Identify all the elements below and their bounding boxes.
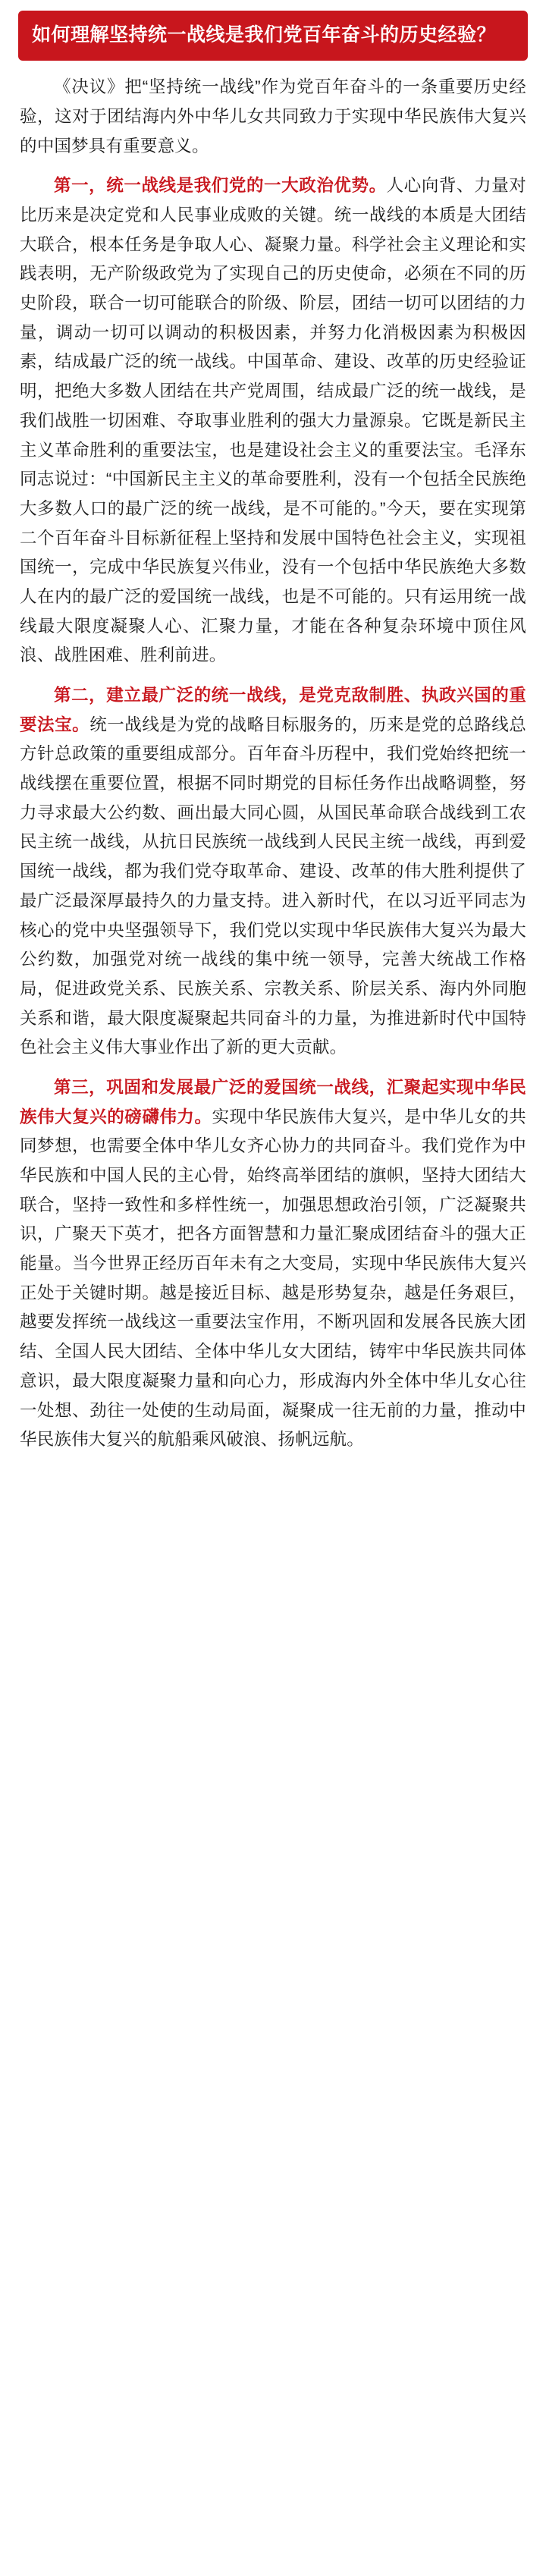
paragraph-point-three	[20, 1073, 526, 1455]
paragraph-point-one	[20, 171, 526, 671]
article-body	[0, 61, 546, 1485]
page-title: 如何理解坚持统一战线是我们党百年奋斗的历史经验？	[32, 24, 497, 46]
paragraph-text: 实现中华民族伟大复兴，是中华儿女的共同梦想，也需要全体中华儿女齐心协力的共同奋斗。我们党作为中华民族和中国人民的主心骨，始终高举团结的旗帜，坚持大团结大联合，坚持一致性和多样性统一，加强思想政治引领，广泛凝聚共识，广聚天下英才，把各方面智慧和力量汇聚成团结奋斗的强大正能量。当今世界正经历百年未有之大变局，实现中华民族伟大复兴正处于关键时期。越是接近目标、越是形势复杂，越是任务艰巨，越要发挥统一战线这一重要法宝作用，不断巩固和发展各民族大团结、全国人民大团结、全体中华儿女大团结，铸牢中华民族共同体意识，最大限度凝聚力量和向心力，形成海内外全体中华儿女心往一处想、劲往一处使的生动局面，凝聚成一往无前的力量，推动中华民族伟大复兴的航船乘风破浪、扬帆远航。	[20, 1107, 526, 1450]
paragraph-text: 统一战线是为党的战略目标服务的，历来是党的总路线总方针总政策的重要组成部分。百年奋斗历程中，我们党始终把统一战线摆在重要位置，根据不同时期党的目标任务作出战略调整，努力寻求最大公约数、画出最大同心圆，从国民革命联合战线到工农民主统一战线，从抗日民族统一战线到人民民主统一战线，再到爱国统一战线，都为我们党夺取革命、建设、改革的伟大胜利提供了最广泛最深厚最持久的力量支持。进入新时代，在以习近平同志为核心的党中央坚强领导下，我们党以实现中华民族伟大复兴为最大公约数，加强党对统一战线的集中统一领导，完善大统战工作格局，促进政党关系、民族关系、宗教关系、阶层关系、海内外同胞关系和谐，最大限度凝聚起共同奋斗的力量，为推进新时代中国特色社会主义伟大事业作出了新的更大贡献。	[20, 715, 526, 1057]
paragraph-lead: 第三，巩固和发展最广泛的爱国统一战线，汇聚起实现中华民族伟大复兴的磅礴伟力。	[20, 1077, 526, 1126]
paragraph-text: 《决议》把“坚持统一战线”作为党百年奋斗的一条重要历史经验，这对于团结海内外中华儿女共同致力于实现中华民族伟大复兴的中国梦具有重要意义。	[20, 77, 526, 156]
paragraph-text: 人心向背、力量对比历来是决定党和人民事业成败的关键。统一战线的本质是大团结大联合，根本任务是争取人心、凝聚力量。科学社会主义理论和实践表明，无产阶级政党为了实现自己的历史使命，必须在不同的历史阶段，联合一切可能联合的阶级、阶层，团结一切可以团结的力量，调动一切可以调动的积极因素，并努力化消极因素为积极因素，结成最广泛的统一战线。中国革命、建设、改革的历史经验证明，把绝大多数人团结在共产党周围，结成最广泛的统一战线，是我们战胜一切困难、夺取事业胜利的强大力量源泉。它既是新民主主义革命胜利的重要法宝，也是建设社会主义的重要法宝。毛泽东同志说过：“中国新民主主义的革命要胜利，没有一个包括全民族绝大多数人口的最广泛的统一战线，是不可能的。”今天，要在实现第二个百年奋斗目标新征程上坚持和发展中国特色社会主义，实现祖国统一，完成中华民族复兴伟业，没有一个包括中华民族绝大多数人在内的最广泛的爱国统一战线，也是不可能的。只有运用统一战线最大限度凝聚人心、汇聚力量，才能在各种复杂环境中顶住风浪、战胜困难、胜利前进。	[20, 176, 526, 665]
paragraph-point-two	[20, 681, 526, 1063]
paragraph-lead: 第二，建立最广泛的统一战线，是党克敌制胜、执政兴国的重要法宝。	[20, 686, 526, 734]
paragraph-lead: 第一，统一战线是我们党的一大政治优势。	[54, 176, 387, 196]
article-page	[0, 11, 546, 2576]
paragraph-intro	[20, 73, 526, 161]
article-title-banner	[18, 11, 528, 61]
